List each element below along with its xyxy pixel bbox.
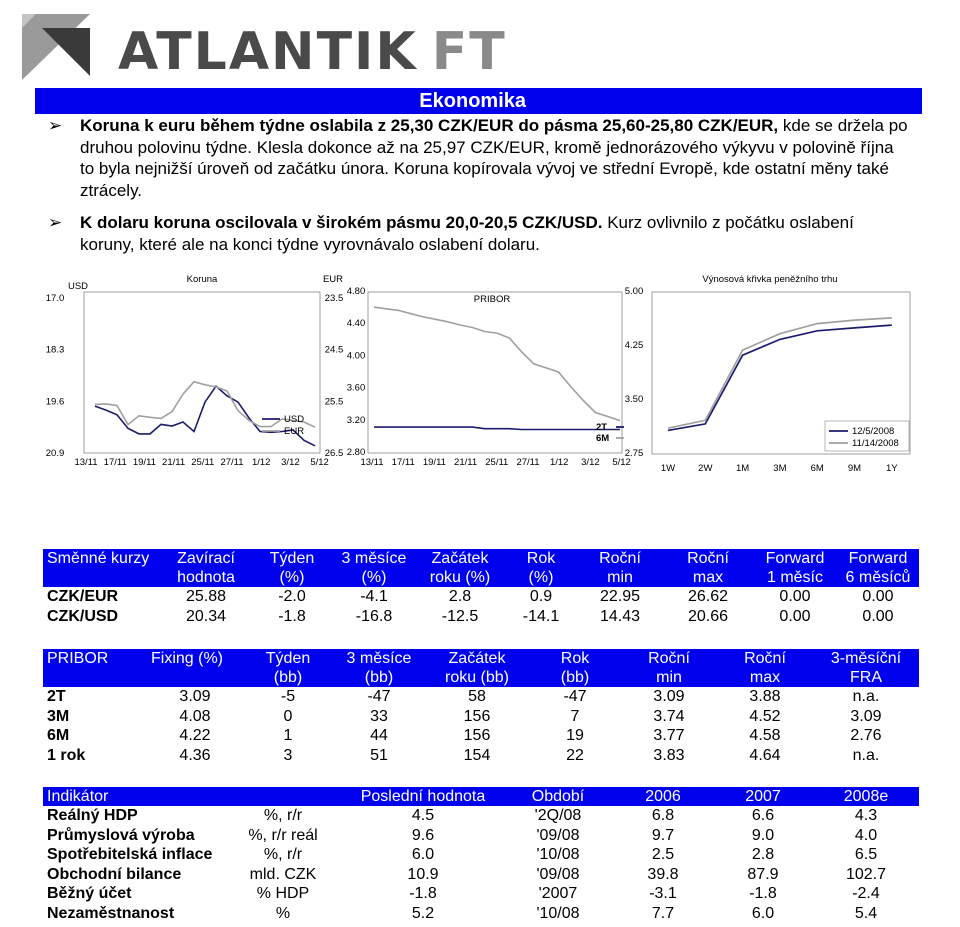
x-tick-label: 13/11 <box>360 457 384 468</box>
series-line-2t <box>374 427 620 429</box>
series-line-eur <box>95 382 315 428</box>
column-header-line2: (%) <box>361 569 387 586</box>
table-cell: 9.6 <box>411 826 435 844</box>
table-cell: 6.6 <box>751 807 775 824</box>
row-label: Průmyslová výroba <box>47 826 195 844</box>
x-tick-label: 3M <box>773 463 787 474</box>
table-cell: 154 <box>463 746 491 764</box>
column-header <box>621 649 717 687</box>
column-header-line1: Zavírací <box>177 550 235 567</box>
table-row <box>43 826 919 846</box>
left-tick-label: 19.6 <box>45 396 65 408</box>
x-tick-label: 6M <box>810 463 824 474</box>
table-cell: '10/08 <box>536 904 580 922</box>
table-cell: 3.09 <box>179 688 211 705</box>
bullet-text: Kurz ovlivnilo z počátku oslabení koruny, které ale na konci týdne vyrovnávalo oslabení dolaru. <box>80 213 854 254</box>
table-cell: 1 <box>283 727 293 744</box>
table-cell: 26.62 <box>687 588 729 605</box>
column-header-line1: Rok <box>526 550 556 567</box>
row-label: Běžný účet <box>47 885 132 902</box>
table-cell: '2Q/08 <box>534 807 582 824</box>
column-header <box>223 787 343 806</box>
table-cell: 25.88 <box>185 588 227 605</box>
column-header <box>147 649 243 687</box>
right-tick-label: 5.00 <box>624 286 644 297</box>
row-label: Reálný HDP <box>47 807 138 824</box>
table-cell: 3 <box>283 746 293 764</box>
column-header-line1: Týden <box>269 550 315 567</box>
koruna-chart <box>0 270 344 485</box>
left-tick-label: 20.9 <box>45 448 65 459</box>
column-header-line2: (bb) <box>273 669 303 686</box>
column-header <box>43 649 147 687</box>
table-cell: 58 <box>468 688 486 705</box>
table-row <box>43 845 919 865</box>
column-header-line1: 3-měsíční <box>830 650 902 667</box>
column-header-line1: PRIBOR <box>47 650 109 667</box>
table-cell: 5.2 <box>411 904 435 922</box>
unit-cell: %, r/r <box>263 807 303 824</box>
section-banner: Ekonomika <box>35 88 922 114</box>
column-header-line2: FRA <box>850 669 882 686</box>
y-tick-label: 3.60 <box>346 382 366 394</box>
table-cell: 20.66 <box>687 607 729 625</box>
series-line-usd <box>95 386 315 446</box>
column-header-line1: Forward <box>848 550 908 567</box>
row-label: Spotřebitelská inflace <box>47 846 213 863</box>
table-cell: -1.8 <box>278 607 306 625</box>
row-label: 2T <box>47 688 66 705</box>
table-cell: 4.22 <box>179 727 211 744</box>
table-cell: '09/08 <box>536 826 580 844</box>
column-header-line1: Roční <box>687 550 729 567</box>
column-header-line2: roku (%) <box>429 569 491 586</box>
table-cell: n.a. <box>852 688 880 705</box>
table-cell: 6.8 <box>651 807 675 824</box>
unit-cell: %, r/r reál <box>248 826 318 844</box>
column-header-line2: (%) <box>528 569 554 586</box>
table-cell: -4.1 <box>360 588 388 605</box>
table-cell: 6.0 <box>411 846 435 863</box>
table-cell: 51 <box>370 746 388 764</box>
column-header-line1: 3 měsíce <box>346 650 412 667</box>
column-header-line1: Začátek <box>431 550 489 567</box>
table-cell: 3.83 <box>653 746 685 764</box>
table-cell: 0.9 <box>529 588 553 605</box>
column-header <box>161 549 251 587</box>
table-cell: '2007 <box>538 885 578 902</box>
right-tick-label: 24.5 <box>324 344 344 356</box>
unit-cell: mld. CZK <box>249 865 317 883</box>
table-cell: 87.9 <box>747 865 779 883</box>
right-tick-label: 26.5 <box>324 448 344 459</box>
right-tick-label: 3.50 <box>624 394 644 405</box>
table-cell: 4.0 <box>854 826 878 844</box>
table-cell: 2.8 <box>751 846 775 863</box>
bullet-koruna-euro <box>48 115 908 201</box>
column-header: Poslední hodnota <box>343 787 503 806</box>
table-cell: 156 <box>463 707 491 725</box>
table-cell: 22 <box>566 746 584 764</box>
x-tick-label: 1/12 <box>549 457 569 468</box>
table-cell: 14.43 <box>599 607 641 625</box>
table-cell: -12.5 <box>441 607 479 625</box>
y-tick-label: 4.40 <box>346 318 366 330</box>
table-cell: -2.4 <box>852 885 880 902</box>
table-cell: 44 <box>370 727 388 744</box>
table-cell: -14.1 <box>522 607 560 625</box>
table-cell: 3.09 <box>653 688 685 705</box>
table-cell: 3.74 <box>653 707 685 725</box>
column-header <box>333 549 415 587</box>
bullet-headline: K dolaru koruna oscilovala v širokém pásmu 20,0-20,5 CZK/USD. <box>80 213 603 232</box>
right-tick-label: 2.75 <box>624 448 644 459</box>
table-row <box>43 587 919 607</box>
table-cell: 0.00 <box>779 588 811 605</box>
table-cell: '10/08 <box>536 846 580 863</box>
table-cell: -2.0 <box>278 588 306 605</box>
legend-label: USD <box>284 414 305 425</box>
series-line-6m <box>374 307 620 420</box>
column-header-line2: min <box>607 569 633 586</box>
table-cell: 0 <box>283 707 293 725</box>
table-cell: 4.52 <box>749 707 781 725</box>
table-cell: 6.5 <box>854 846 878 863</box>
table-cell: 2.5 <box>651 846 675 863</box>
x-tick-label: 27/11 <box>516 457 540 468</box>
fx-table-header <box>43 549 919 587</box>
x-tick-label: 1M <box>735 463 750 474</box>
column-header: Indikátor <box>43 787 223 806</box>
table-cell: 4.64 <box>749 746 781 764</box>
table-row <box>43 746 919 766</box>
chart-title: Výnosová křivka peněžního trhu <box>702 274 838 285</box>
table-cell: 6.0 <box>751 904 775 922</box>
table-cell: n.a. <box>852 746 880 764</box>
left-tick-label: 17.0 <box>45 293 65 304</box>
row-label: Nezaměstnanost <box>47 904 175 922</box>
table-cell: 3.77 <box>653 727 685 744</box>
table-cell: 4.3 <box>854 807 878 824</box>
x-tick-label: 9M <box>847 463 862 474</box>
table-cell: 4.08 <box>179 707 211 725</box>
right-tick-label: 4.25 <box>624 340 644 351</box>
pribor-table-header <box>43 649 919 687</box>
x-tick-label: 1W <box>660 463 676 474</box>
table-cell: 0.00 <box>862 607 894 625</box>
unit-cell: % <box>275 904 291 922</box>
yield-curve-chart <box>640 270 940 485</box>
x-tick-label: 27/11 <box>220 457 244 468</box>
table-cell: '09/08 <box>536 865 580 883</box>
y-tick-label: 4.80 <box>346 286 366 297</box>
table-cell: -16.8 <box>355 607 393 625</box>
left-tick-label: 18.3 <box>45 344 65 356</box>
row-label: 1 rok <box>47 746 86 764</box>
y-tick-label: 3.20 <box>346 414 366 426</box>
x-tick-label: 25/11 <box>191 457 215 468</box>
fx-table <box>43 549 919 626</box>
column-header <box>43 549 161 587</box>
x-tick-label: 1/12 <box>251 457 271 468</box>
table-cell: 0.00 <box>862 588 894 605</box>
column-header-line1: Týden <box>265 650 311 667</box>
column-header-line2: (%) <box>279 569 305 586</box>
table-cell: -1.8 <box>749 885 777 902</box>
bullet-koruna-dollar <box>48 212 908 255</box>
x-tick-label: 3/12 <box>581 457 600 468</box>
column-header: 2006 <box>613 787 713 806</box>
legend-label: 2T <box>596 422 608 433</box>
legend-label: 12/5/2008 <box>852 426 895 437</box>
arrow-bullet-icon: ➢ <box>48 213 63 232</box>
table-cell: 4.36 <box>179 746 211 764</box>
y-tick-label: 4.00 <box>346 350 366 362</box>
column-header-line1: Směnné kurzy <box>47 550 150 567</box>
column-header <box>415 549 505 587</box>
table-cell: 39.8 <box>647 865 679 883</box>
unit-cell: %, r/r <box>263 846 303 863</box>
column-header <box>243 649 333 687</box>
table-row <box>43 884 919 904</box>
table-cell: 19 <box>566 727 584 744</box>
table-cell: -47 <box>367 688 391 705</box>
table-cell: 5.4 <box>854 904 878 922</box>
table-row <box>43 806 919 826</box>
table-cell: 20.34 <box>185 607 227 625</box>
table-row <box>43 607 919 627</box>
bullet-headline: Koruna k euru během týdne oslabila z 25,30 CZK/EUR do pásma 25,60-25,80 CZK/EUR, <box>80 116 779 135</box>
table-cell: -3.1 <box>649 885 677 902</box>
logo-wordmark: ATLANTIK FT <box>118 22 507 82</box>
right-tick-label: 23.5 <box>324 293 344 304</box>
column-header <box>663 549 753 587</box>
column-header <box>753 549 837 587</box>
x-tick-label: 17/11 <box>391 457 415 468</box>
table-cell: 10.9 <box>407 865 439 883</box>
chart-title: Koruna <box>186 274 218 285</box>
row-label: CZK/USD <box>47 607 119 625</box>
x-tick-label: 3/12 <box>281 457 300 468</box>
row-label: CZK/EUR <box>47 588 119 605</box>
table-row <box>43 726 919 746</box>
logo-mark-icon <box>22 14 90 80</box>
table-cell: 7 <box>570 707 580 725</box>
table-row <box>43 904 919 924</box>
column-header-line2: max <box>692 569 724 586</box>
table-cell: 3.09 <box>850 707 882 725</box>
table-row <box>43 865 919 885</box>
column-header <box>717 649 813 687</box>
bullet-text: kde se držela po druhou polovinu týdne. Klesla dokonce až na 25,97 CZK/EUR, kromě jednorázového výkyvu v polovině října to byla nejnižší úroveň od začátku února. Koruna kopírovala vývoj ve střední Evropě, kde ostatní měny také ztrácely. <box>80 116 908 200</box>
column-header-line2: (bb) <box>560 669 590 686</box>
column-header-line1: Roční <box>744 650 786 667</box>
table-cell: 33 <box>370 707 388 725</box>
x-tick-label: 21/11 <box>162 457 186 468</box>
legend-label: EUR <box>284 426 305 437</box>
x-tick-label: 17/11 <box>103 457 127 468</box>
table-row <box>43 687 919 707</box>
table-cell: 2.76 <box>850 727 882 744</box>
pribor-table <box>43 649 919 765</box>
table-cell: -1.8 <box>409 885 437 902</box>
pribor-chart <box>330 270 650 485</box>
arrow-bullet-icon: ➢ <box>48 116 63 135</box>
column-header-line2: min <box>656 669 682 686</box>
x-tick-label: 1Y <box>885 463 898 474</box>
right-tick-label: 25.5 <box>324 396 344 408</box>
table-cell: 7.7 <box>651 904 675 922</box>
x-tick-label: 5/12 <box>310 457 329 468</box>
x-tick-label: 25/11 <box>485 457 509 468</box>
y-tick-label: 2.80 <box>346 447 366 458</box>
table-row <box>43 707 919 727</box>
legend-label: 11/14/2008 <box>852 438 899 449</box>
row-label: 3M <box>47 707 70 725</box>
table-cell: 2.8 <box>448 588 472 605</box>
table-cell: -47 <box>563 688 587 705</box>
table-cell: 0.00 <box>779 607 811 625</box>
column-header <box>577 549 663 587</box>
column-header-line1: Roční <box>599 550 641 567</box>
column-header-line2: hodnota <box>177 569 235 586</box>
column-header <box>251 549 333 587</box>
column-header-line1: Rok <box>560 650 590 667</box>
commentary <box>48 115 908 266</box>
column-header-line1: 3 měsíce <box>341 550 407 567</box>
right-axis-label: EUR <box>322 274 344 285</box>
row-label: Obchodní bilance <box>47 865 182 883</box>
column-header-line2: 6 měsíců <box>845 569 911 586</box>
series-line-nov-14 <box>668 318 892 428</box>
table-cell: 22.95 <box>599 588 641 605</box>
column-header-line2: roku (bb) <box>444 669 510 686</box>
legend-label: 6M <box>596 433 610 444</box>
x-tick-label: 21/11 <box>454 457 478 468</box>
column-header-line1: Fixing (%) <box>151 650 224 667</box>
row-label: 6M <box>47 727 70 744</box>
table-cell: 156 <box>463 727 491 744</box>
column-header-line2: max <box>749 669 781 686</box>
chart-title: PRIBOR <box>473 294 511 305</box>
indicator-table-header <box>43 787 919 806</box>
column-header <box>505 549 577 587</box>
column-header <box>837 549 919 587</box>
column-header-line2: 1 měsíc <box>766 569 823 586</box>
table-cell: 3.88 <box>749 688 781 705</box>
table-cell: 102.7 <box>845 865 887 883</box>
x-tick-label: 5/12 <box>612 457 631 468</box>
column-header <box>813 649 919 687</box>
column-header: 2007 <box>713 787 813 806</box>
table-cell: 4.5 <box>411 807 435 824</box>
x-tick-label: 19/11 <box>422 457 446 468</box>
left-axis-label: USD <box>67 281 89 292</box>
x-tick-label: 2W <box>698 463 713 474</box>
column-header: Období <box>503 787 613 806</box>
column-header-line2: (bb) <box>364 669 394 686</box>
column-header <box>425 649 529 687</box>
table-cell: -5 <box>280 688 296 705</box>
series-line-dec-5 <box>668 325 892 430</box>
indicator-table <box>43 787 919 923</box>
x-tick-label: 19/11 <box>132 457 156 468</box>
table-cell: 4.58 <box>749 727 781 744</box>
column-header <box>333 649 425 687</box>
column-header: 2008e <box>813 787 919 806</box>
table-cell: 9.0 <box>751 826 775 844</box>
column-header-line1: Forward <box>765 550 825 567</box>
column-header <box>529 649 621 687</box>
column-header-line1: Začátek <box>448 650 506 667</box>
table-cell: 9.7 <box>651 826 675 844</box>
column-header-line1: Roční <box>648 650 690 667</box>
x-tick-label: 13/11 <box>74 457 98 468</box>
unit-cell: % HDP <box>256 885 310 902</box>
